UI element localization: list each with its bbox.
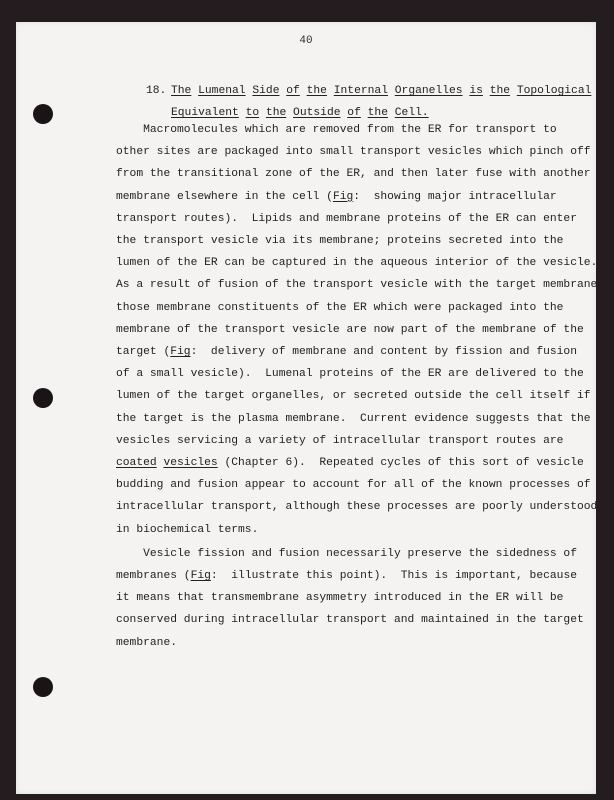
paragraph-1-line: target (Fig: delivery of membrane and content by fission and fusion	[116, 346, 577, 358]
punch-hole	[33, 388, 53, 408]
section-title-line-1: The Lumenal Side of the Internal Organelles is the Topological	[171, 85, 592, 97]
paragraph-1-line: lumen of the ER can be captured in the aqueous interior of the vesicle.	[116, 257, 598, 270]
page-number: 40	[299, 35, 313, 47]
paragraph-1-line: lumen of the target organelles, or secreted outside the cell itself if	[116, 390, 591, 403]
paragraph-1-line: vesicles servicing a variety of intracellular transport routes are	[116, 434, 564, 447]
paragraph-1-line: the transport vesicle via its membrane; proteins secreted into the	[116, 235, 564, 247]
paragraph-1-line: of a small vesicle). Lumenal proteins of the ER are delivered to the	[116, 368, 584, 381]
paragraph-2-line: membrane.	[116, 636, 178, 649]
paragraph-1-line: other sites are packaged into small transport vesicles which pinch off	[116, 146, 591, 159]
section-heading	[146, 80, 591, 124]
paragraph-1-line: As a result of fusion of the transport vesicle with the target membrane	[116, 279, 598, 292]
paragraph-1-line: Macromolecules which are removed from the ER for transport to	[116, 124, 557, 136]
paragraph-2-line: conserved during intracellular transport and maintained in the target	[116, 614, 584, 627]
paragraph-1-line: the target is the plasma membrane. Current evidence suggests that the	[116, 412, 591, 425]
paragraph-1-line: coated vesicles (Chapter 6). Repeated cycles of this sort of vesicle	[116, 457, 584, 469]
paragraph-1-line: membrane of the transport vesicle are now part of the membrane of the	[116, 323, 584, 336]
paragraph-1-line: those membrane constituents of the ER which were packaged into the	[116, 301, 564, 314]
section-number: 18.	[146, 85, 167, 97]
paragraph-2-line: Vesicle fission and fusion necessarily preserve the sidedness of	[116, 547, 577, 560]
paragraph-1-line: in biochemical terms.	[116, 523, 259, 536]
punch-hole	[33, 104, 53, 124]
section-title-line-2: Equivalent to the Outside of the Cell.	[171, 107, 429, 119]
document-page	[16, 22, 596, 794]
paragraph-1-line: intracellular transport, although these processes are poorly understood	[116, 501, 598, 514]
paragraph-1-line: budding and fusion appear to account for all of the known processes of	[116, 479, 591, 492]
paragraph-1-line: transport routes). Lipids and membrane proteins of the ER can enter	[116, 212, 577, 225]
paragraph-1-line: from the transitional zone of the ER, and then later fuse with another	[116, 168, 591, 181]
paragraph-2-line: membranes (Fig: illustrate this point). This is important, because	[116, 570, 578, 582]
paragraph-1-line: membrane elsewhere in the cell (Fig: showing major intracellular	[116, 190, 557, 203]
punch-hole	[33, 677, 53, 697]
paragraph-2-line: it means that transmembrane asymmetry introduced in the ER will be	[116, 592, 564, 605]
